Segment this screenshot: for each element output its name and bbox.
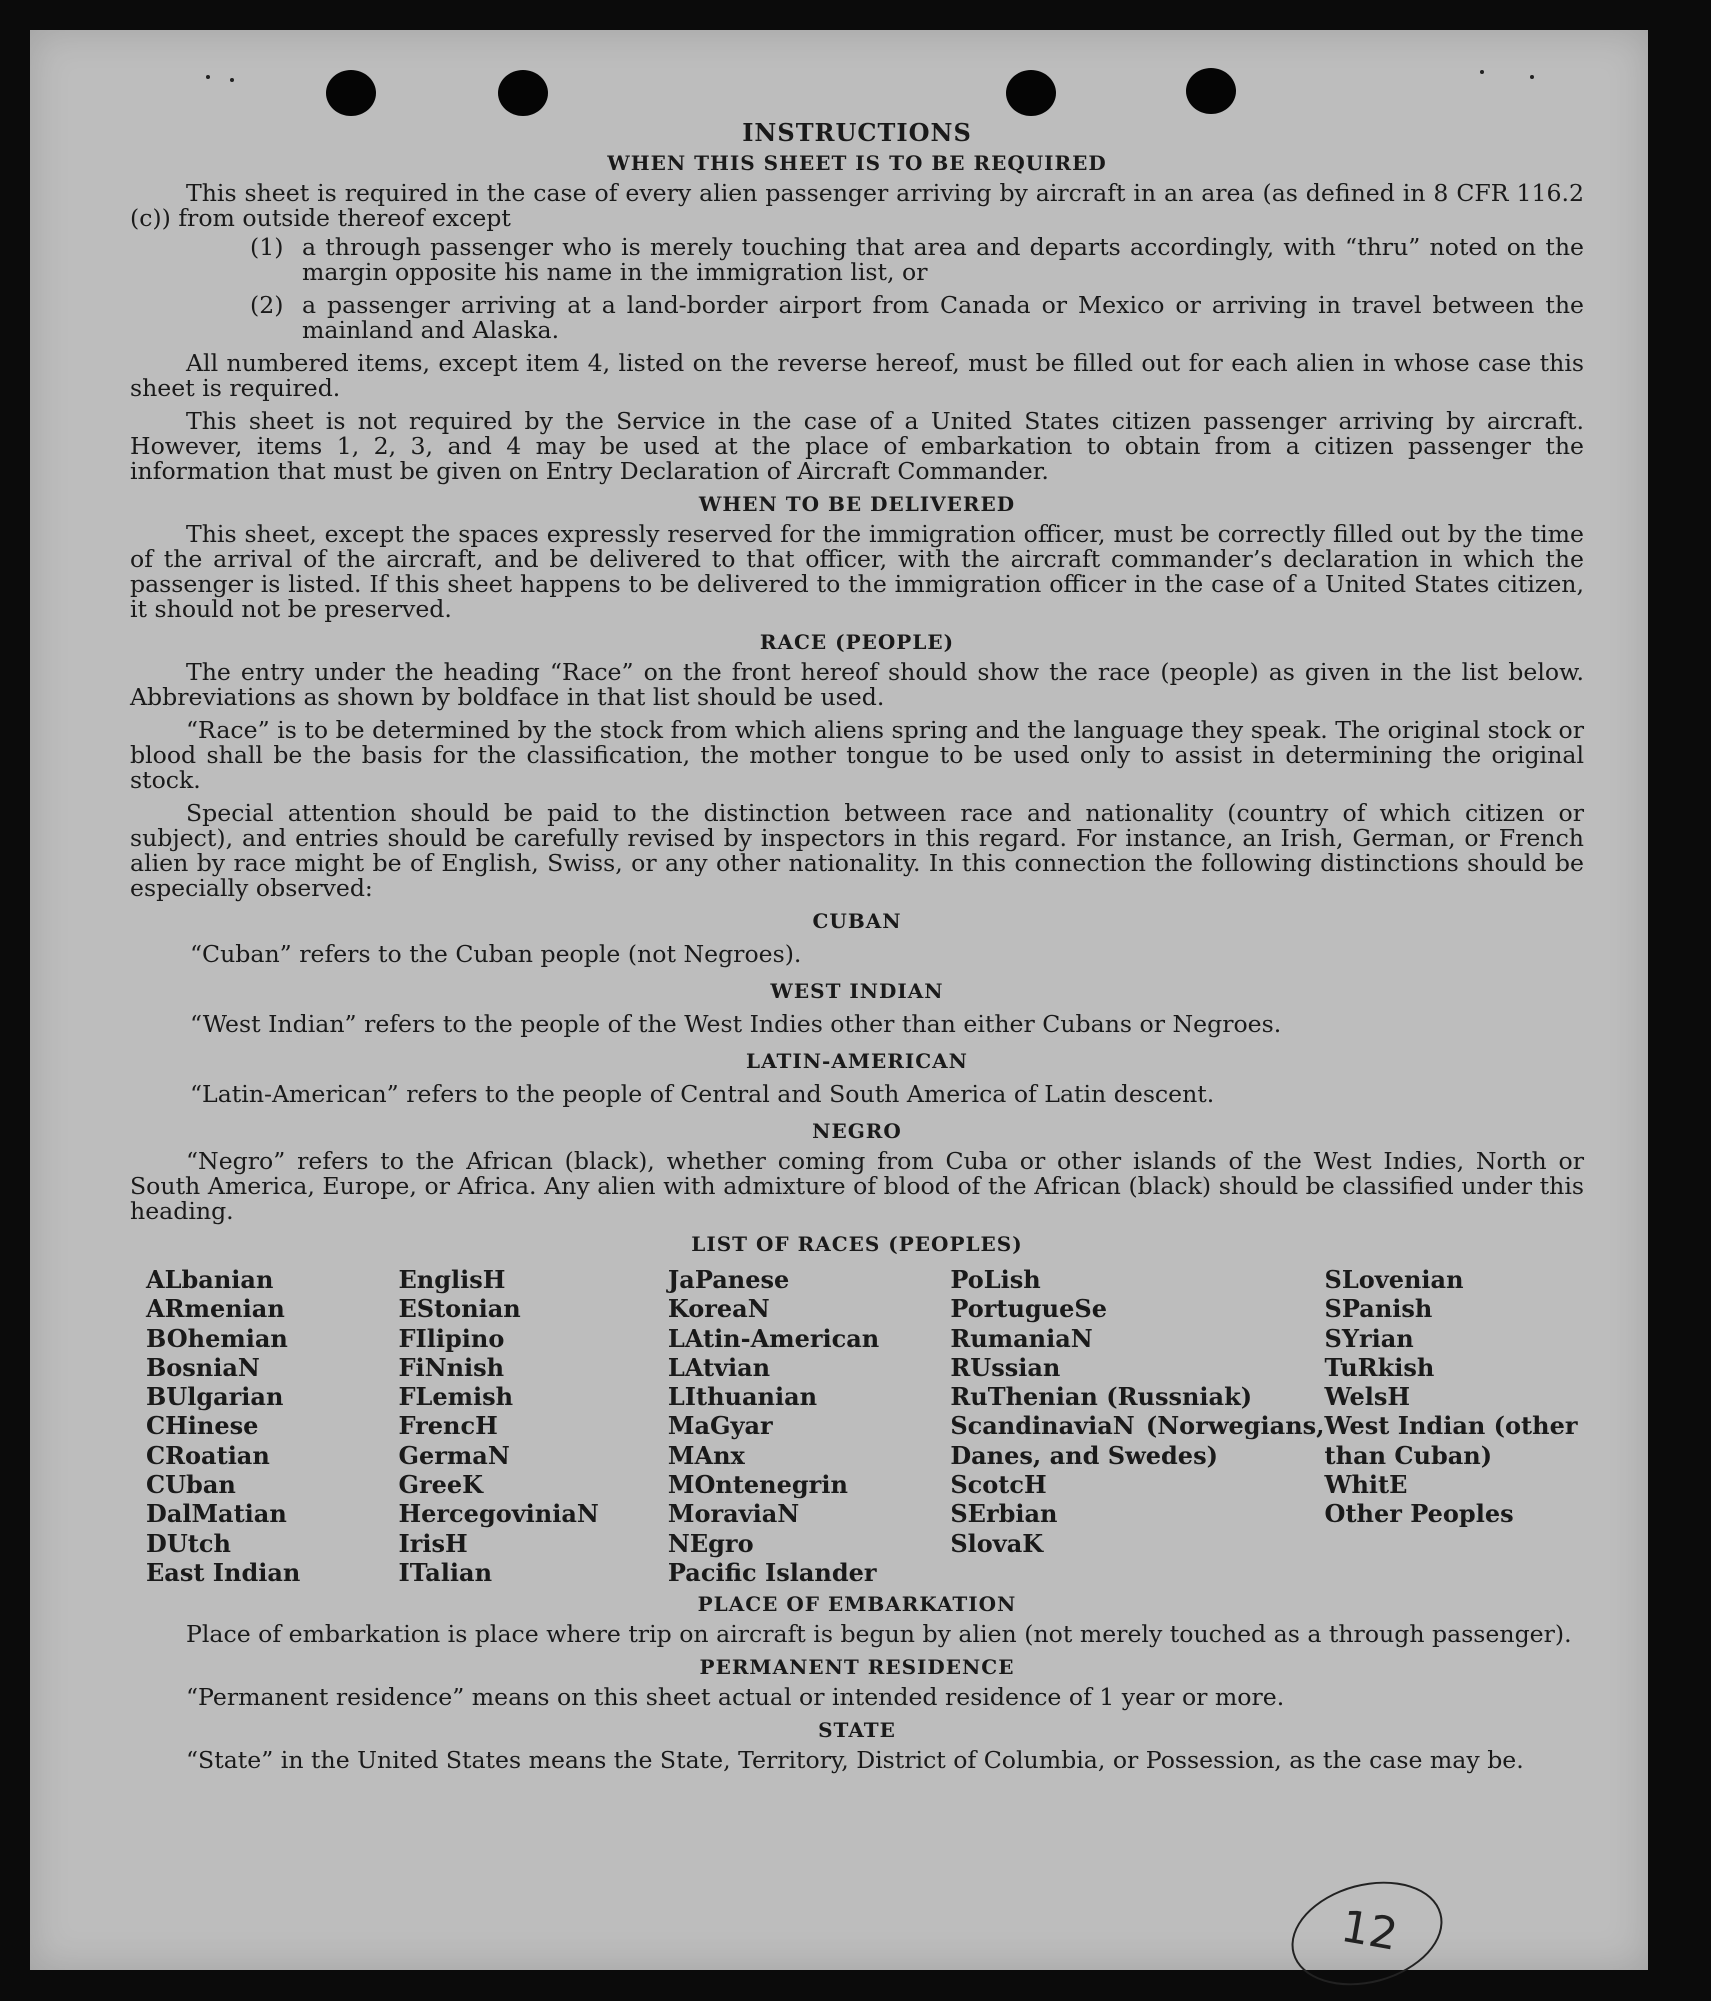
race-item: BosniaN xyxy=(146,1352,260,1382)
race-item: FrencH xyxy=(398,1411,498,1441)
race-column xyxy=(950,1265,1324,1587)
race-item: KoreaN xyxy=(667,1294,770,1324)
instructions-body xyxy=(130,90,1584,1781)
race-item: Other Peoples xyxy=(1324,1499,1514,1529)
race-item: CUban xyxy=(146,1470,236,1500)
race-list xyxy=(146,1265,1584,1587)
race-item: ARmenian xyxy=(146,1294,285,1324)
race-item: LAtin-American xyxy=(667,1323,880,1353)
race-item: FIlipino xyxy=(398,1323,505,1353)
race-item: Pacific Islander xyxy=(667,1557,877,1587)
race-item: SYrian xyxy=(1324,1323,1414,1353)
race-item: SLovenian xyxy=(1324,1265,1464,1294)
paragraph: The entry under the heading “Race” on the front hereof should show the race (people) as given in the list below. Abbreviations as shown by boldface in that list should be used. xyxy=(130,658,1584,711)
race-item: ScandinaviaN (Norwegians, Danes, and Swedes) xyxy=(950,1411,1325,1470)
race-item: FiNnish xyxy=(398,1352,505,1382)
race-item: DalMatian xyxy=(146,1499,287,1529)
paragraph: “Permanent residence” means on this sheet actual or intended residence of 1 year or more. xyxy=(186,1683,1285,1712)
race-item: WelsH xyxy=(1324,1382,1411,1412)
list-item xyxy=(250,293,1584,343)
race-item: NEgro xyxy=(667,1528,754,1558)
race-item: TuRkish xyxy=(1324,1352,1435,1382)
section-title: NEGRO xyxy=(812,1119,902,1143)
race-item: BOhemian xyxy=(146,1323,288,1353)
race-item: MOntenegrin xyxy=(667,1470,848,1500)
race-item: RumaniaN xyxy=(950,1323,1093,1353)
race-item: RuThenian (Russniak) xyxy=(950,1382,1253,1412)
race-item: CHinese xyxy=(146,1411,259,1441)
race-item: EStonian xyxy=(398,1294,521,1324)
race-item: CRoatian xyxy=(146,1440,270,1470)
paragraph: “Race” is to be determined by the stock from which aliens spring and the language they speak. The original stock or blood shall be the basis for the classification, the mother tongue to be used only to assist in determining the original stock. xyxy=(130,716,1584,794)
paragraph: This sheet is not required by the Service in the case of a United States citizen passenger arriving by aircraft. However, items 1, 2, 3, and 4 may be used at the place of embarkation to obtain from a citizen passenger the information that must be given on Entry Declaration of Aircraft Commander. xyxy=(130,407,1584,485)
section-title: LATIN-AMERICAN xyxy=(746,1049,968,1073)
paragraph: Special attention should be paid to the distinction between race and nationality (country of which citizen or subject), and entries should be carefully revised by inspectors in this regard. For instance, an Irish, German, or French alien by race might be of English, Swiss, or any other nationality. In this connection the following distinctions should be especially observed: xyxy=(130,799,1584,902)
race-column xyxy=(146,1265,398,1587)
section-title: WHEN THIS SHEET IS TO BE REQUIRED xyxy=(607,151,1107,175)
race-item: HercegoviniaN xyxy=(398,1499,599,1529)
race-item: FLemish xyxy=(398,1382,514,1412)
race-item: GermaN xyxy=(398,1440,510,1470)
race-item: LIthuanian xyxy=(667,1382,818,1412)
list-item xyxy=(250,235,1584,285)
race-item: JaPanese xyxy=(667,1265,790,1294)
section-title: WHEN TO BE DELIVERED xyxy=(698,492,1016,516)
section-title: CUBAN xyxy=(812,909,902,933)
race-column xyxy=(1325,1265,1584,1587)
race-item: BUlgarian xyxy=(146,1382,284,1412)
race-item: EnglisH xyxy=(398,1265,506,1294)
handwritten-page-number xyxy=(1280,1866,1454,2001)
section-title: LIST OF RACES (PEOPLES) xyxy=(691,1232,1023,1256)
race-item: SPanish xyxy=(1324,1294,1433,1324)
document-sheet xyxy=(30,30,1648,1970)
race-item: IrisH xyxy=(398,1528,468,1558)
section-title: STATE xyxy=(818,1718,896,1743)
race-item: RUssian xyxy=(950,1352,1061,1382)
section-title: PERMANENT RESIDENCE xyxy=(699,1655,1015,1680)
race-item: SlovaK xyxy=(950,1528,1044,1558)
race-item: MaGyar xyxy=(667,1411,773,1441)
list-item-text: a through passenger who is merely touching that area and departs accordingly, with “thru” noted on the margin opposite his name in the immigration list, or xyxy=(302,233,1584,286)
race-item: WhitE xyxy=(1324,1470,1408,1500)
race-item: PortugueSe xyxy=(950,1294,1108,1324)
race-item: PoLish xyxy=(950,1265,1041,1294)
race-column xyxy=(668,1265,950,1587)
race-item: SErbian xyxy=(950,1499,1058,1529)
race-item: ScotcH xyxy=(950,1470,1047,1500)
race-item: GreeK xyxy=(398,1470,484,1500)
paragraph: This sheet, except the spaces expressly reserved for the immigration officer, must be correctly filled out by the time of the arrival of the aircraft, and be delivered to that officer, with the aircraft commander’s declaration in which the passenger is listed. If this sheet happens to be delivered to the immigration officer in the case of a United States citizen, it should not be preserved. xyxy=(130,520,1584,623)
list-item-text: a passenger arriving at a land-border airport from Canada or Mexico or arriving in travel between the mainland and Alaska. xyxy=(302,291,1584,344)
race-item: MAnx xyxy=(667,1440,745,1470)
list-item-number: (1) xyxy=(250,233,284,261)
paragraph: All numbered items, except item 4, listed on the reverse hereof, must be filled out for each alien in whose case this sheet is required. xyxy=(130,349,1584,402)
race-item: LAtvian xyxy=(667,1352,771,1382)
paragraph: This sheet is required in the case of every alien passenger arriving by aircraft in an area (as defined in 8 CFR 116.2 (c)) from outside thereof except xyxy=(130,179,1584,232)
section-title: PLACE OF EMBARKATION xyxy=(697,1592,1017,1617)
race-item: ITalian xyxy=(398,1557,493,1587)
section-title: RACE (PEOPLE) xyxy=(759,630,955,654)
paragraph: “Cuban” refers to the Cuban people (not Negroes). xyxy=(190,940,802,968)
race-item: MoraviaN xyxy=(667,1499,800,1529)
paragraph: Place of embarkation is place where trip on aircraft is begun by alien (not merely touched as a through passenger). xyxy=(186,1620,1572,1649)
section-title: WEST INDIAN xyxy=(770,979,944,1003)
paragraph: “Latin-American” refers to the people of Central and South America of Latin descent. xyxy=(190,1080,1215,1108)
paragraph: “State” in the United States means the State, Territory, District of Columbia, or Possession, as the case may be. xyxy=(186,1746,1524,1775)
race-item: East Indian xyxy=(146,1557,301,1587)
page-title: INSTRUCTIONS xyxy=(742,118,972,147)
race-item: ALbanian xyxy=(146,1265,274,1294)
page-number-text: 12 xyxy=(1337,1900,1402,1961)
paragraph: “West Indian” refers to the people of the West Indies other than either Cubans or Negroes. xyxy=(190,1010,1282,1038)
race-item: West Indian (other than Cuban) xyxy=(1324,1411,1578,1470)
paragraph: “Negro” refers to the African (black), whether coming from Cuba or other islands of the West Indies, North or South America, Europe, or Africa. Any alien with admixture of blood of the African (black) should be classified under this heading. xyxy=(130,1147,1584,1225)
race-item: DUtch xyxy=(146,1528,231,1558)
list-item-number: (2) xyxy=(250,291,284,319)
race-column xyxy=(398,1265,667,1587)
